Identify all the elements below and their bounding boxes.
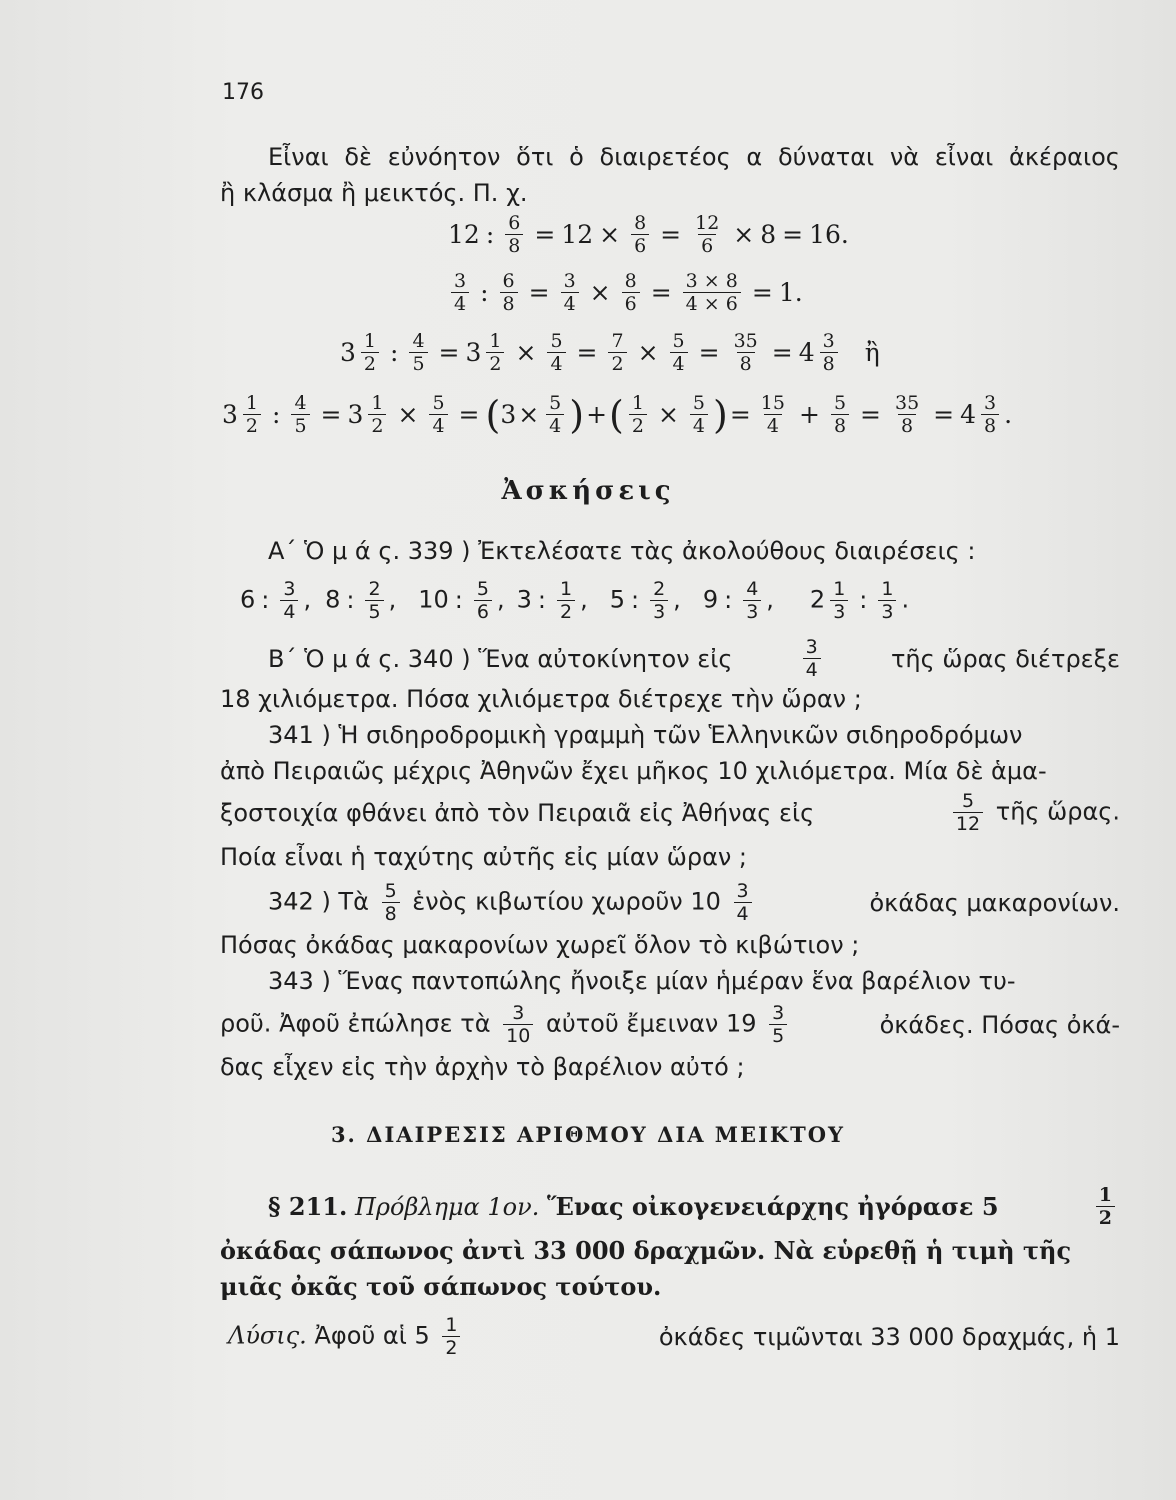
section-3-title: 3. ΔΙΑΙΡΕΣΙΣ ΑΡΙΘΜΟΥ ΔΙΑ ΜΕΙΚΤΟΥ xyxy=(330,1122,846,1147)
division-5: 5 : $\frac{2}{3}$ , xyxy=(609,578,681,623)
problem-341-line-1: 341 ) Ἡ σιδηροδρομικὴ γραμμὴ τῶν Ἑλληνικῶν σιδηροδρόμων xyxy=(268,721,1023,749)
problem-343-line-3: δας εἶχεν εἰς τὴν ἀρχὴν τὸ βαρέλιον αὐτό ; xyxy=(220,1053,745,1081)
problem-211-line-1: § 211. Πρόβλημα 1ον. Ἕνας οἰκογενειάρχης ἠγόρασε 5 $\frac{1}{2}$ xyxy=(268,1184,1120,1229)
problem-340-line-1: Β΄ Ὁ μ ά ς. 340 ) Ἕνα αὐτοκίνητον εἰς $\frac{3}{4}$ τῆς ὥρας διέτρεξε xyxy=(268,636,1120,681)
problem-341-line-4: Ποία εἶναι ἡ ταχύτης αὐτῆς εἰς μίαν ὥραν ; xyxy=(220,843,748,871)
problem-211-line-3: μιᾶς ὀκᾶς τοῦ σάπωνος τούτου. xyxy=(220,1272,662,1301)
problem-341-line-3: ξοστοιχία φθάνει ἀπὸ τὸν Πειραιᾶ εἰς Ἀθήνας εἰς $\frac{5}{12}$ τῆς ὥρας. xyxy=(220,790,1120,835)
division-1: 6 : $\frac{3}{4}$ , xyxy=(240,578,312,623)
problem-340-line-2: 18 χιλιόμετρα. Πόσα χιλιόμετρα διέτρεχε τὴν ὥραν ; xyxy=(220,685,862,713)
intro-line-1: Εἶναι δὲ εὐνόητον ὅτι ὁ διαιρετέος α δύναται νὰ εἶναι ἀκέραιος xyxy=(268,143,1120,171)
equation-3: 3 $\frac{1}{2}$ : $\frac{4}{5}$ = 3 $\frac{1}{2}$ × $\frac{5}{4}$ = $\frac{7}{2}$ × $\frac{5}{4}$ = $\frac{35}{8}$ = 4 $\frac{3}{8}$ ἢ xyxy=(340,330,880,375)
division-7: 2 $\frac{1}{3}$ : $\frac{1}{3}$ . xyxy=(809,578,910,623)
group-a-intro: Α΄ Ὁ μ ά ς. 339 ) Ἐκτελέσατε τὰς ἀκολούθους διαιρέσεις : xyxy=(268,537,976,565)
problem-343-line-1: 343 ) Ἕνας παντοπώλης ἤνοιξε μίαν ἡμέραν ἕνα βαρέλιον τυ- xyxy=(268,967,1016,995)
division-2: 8 : $\frac{2}{5}$ , xyxy=(325,578,397,623)
equation-1: 12 : $\frac{6}{8}$ = 12 × $\frac{8}{6}$ = $\frac{12}{6}$ × 8 = 16. xyxy=(448,212,849,257)
solution-line-1: Λύσις. Ἀφοῦ αἱ 5 $\frac{1}{2}$ ὀκάδες τιμῶνται 33 000 δραχμάς, ἡ 1 xyxy=(228,1314,1120,1359)
exercises-heading: Ἀσκήσεις xyxy=(501,476,675,506)
division-6: 9 : $\frac{4}{3}$ , xyxy=(702,578,774,623)
equation-4: 3 $\frac{1}{2}$ : $\frac{4}{5}$ = 3 $\frac{1}{2}$ × $\frac{5}{4}$ = ( 3 × $\frac{5}{4}$ ) + ( $\frac{1}{2}$ × $\frac{5}{4}$ ) = $\frac{15}{4}$ + $\frac{5}{8}$ = $\frac{35}{8}$ = 4 $\frac{3}{8}$ . xyxy=(222,392,1013,437)
division-4: 3 : $\frac{1}{2}$ , xyxy=(516,578,588,623)
problem-342-line-2: Πόσας ὀκάδας μακαρονίων χωρεῖ ὅλον τὸ κιβώτιον ; xyxy=(220,931,860,959)
page-number: 176 xyxy=(222,80,264,105)
problem-341-line-2: ἀπὸ Πειραιῶς μέχρις Ἀθηνῶν ἔχει μῆκος 10 χιλιόμετρα. Μία δὲ ἁμα- xyxy=(220,757,1047,785)
problem-211-line-2: ὀκάδας σάπωνος ἀντὶ 33 000 δραχμῶν. Νὰ εὑρεθῇ ἡ τιμὴ τῆς xyxy=(220,1236,1072,1265)
division-3: 10 : $\frac{5}{6}$ , xyxy=(418,578,505,623)
group-a-divisions xyxy=(240,578,909,623)
problem-342-line-1: 342 ) Τὰ $\frac{5}{8}$ ἑνὸς κιβωτίου χωροῦν 10 $\frac{3}{4}$ ὀκάδας μακαρονίων. xyxy=(268,880,1120,925)
intro-line-2: ἢ κλάσμα ἢ μεικτός. Π. χ. xyxy=(220,179,528,207)
equation-2: $\frac{3}{4}$ : $\frac{6}{8}$ = $\frac{3}{4}$ × $\frac{8}{6}$ = $\frac{3 \times 8}{4 \times 6}$ = 1. xyxy=(446,270,803,315)
problem-343-line-2: ροῦ. Ἀφοῦ ἐπώλησε τὰ $\frac{3}{10}$ αὐτοῦ ἔμειναν 19 $\frac{3}{5}$ ὀκάδες. Πόσας ὀκά- xyxy=(220,1002,1120,1047)
